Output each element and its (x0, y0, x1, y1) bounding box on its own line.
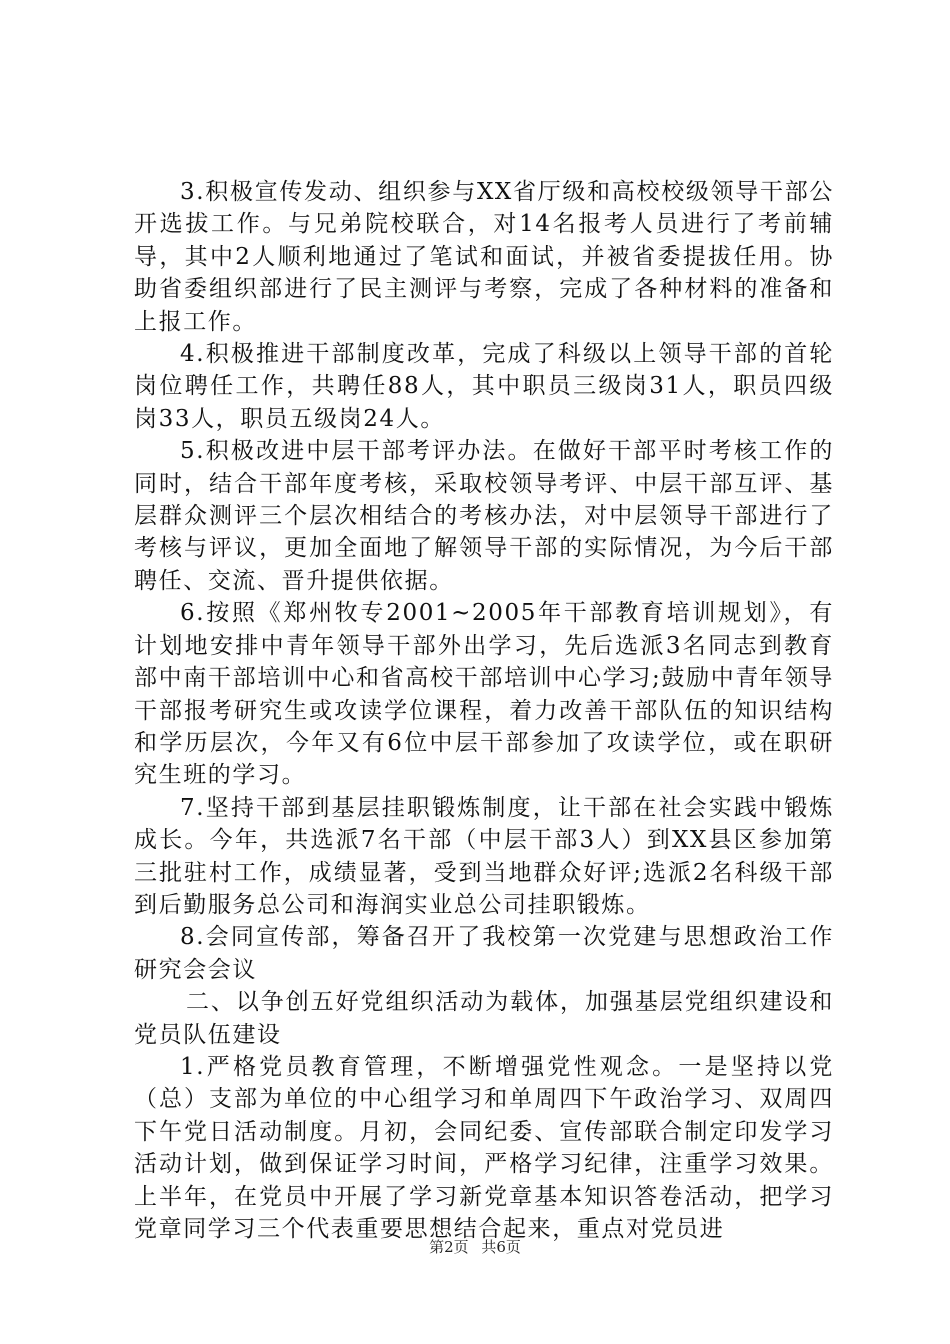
paragraph-item-5: 5.积极改进中层干部考评办法。在做好干部平时考核工作的同时，结合干部年度考核，采取校领导考评、中层干部互评、基层群众测评三个层次相结合的考核办法，对中层领导干部进行了考核与评议，更加全面地了解领导干部的实际情况，为今后干部聘任、交流、晋升提供依据。 (134, 438, 834, 594)
paragraph-item-7: 7.坚持干部到基层挂职锻炼制度，让干部在社会实践中锻炼成长。今年，共选派7名干部（中层干部3人）到XX县区参加第三批驻村工作，成绩显著，受到当地群众好评;选派2名科级干部到后勤服务总公司和海润实业总公司挂职锻炼。 (134, 794, 834, 918)
paragraph-item-6: 6.按照《郑州牧专2001~2005年干部教育培训规划》，有计划地安排中青年领导干部外出学习，先后选派3名同志到教育部中南干部培训中心和省高校干部培训中心学习;鼓励中青年领导干部报考研究生或攻读学位课程，着力改善干部队伍的知识结构和学历层次，今年又有6位中层干部参加了攻读学位，或在职研究生班的学习。 (134, 600, 834, 789)
paragraph-item-8: 8.会同宣传部，筹备召开了我校第一次党建与思想政治工作研究会会议 (134, 924, 834, 983)
document-body (134, 176, 834, 1245)
page-number: 第2页 (429, 1238, 469, 1256)
page-total: 共6页 (481, 1238, 521, 1256)
paragraph-item-3: 3.积极宣传发动、组织参与XX省厅级和高校校级领导干部公开选拔工作。与兄弟院校联合，对14名报考人员进行了考前辅导，其中2人顺利地通过了笔试和面试，并被省委提拔任用。协助省委组织部进行了民主测评与考察，完成了各种材料的准备和上报工作。 (134, 179, 834, 335)
section-heading-two: 二、以争创五好党组织活动为载体，加强基层党组织建设和党员队伍建设 (134, 989, 834, 1048)
paragraph-item-4: 4.积极推进干部制度改革，完成了科级以上领导干部的首轮岗位聘任工作，共聘任88人，其中职员三级岗31人，职员四级岗33人，职员五级岗24人。 (134, 341, 834, 432)
paragraph-item-1: 1.严格党员教育管理，不断增强党性观念。一是坚持以党（总）支部为单位的中心组学习和单周四下午政治学习、双周四下午党日活动制度。月初，会同纪委、宣传部联合制定印发学习活动计划，做到保证学习时间，严格学习纪律，注重学习效果。上半年，在党员中开展了学习新党章基本知识答卷活动，把学习党章同学习三个代表重要思想结合起来，重点对党员进 (134, 1053, 834, 1242)
page-footer (0, 1236, 950, 1257)
